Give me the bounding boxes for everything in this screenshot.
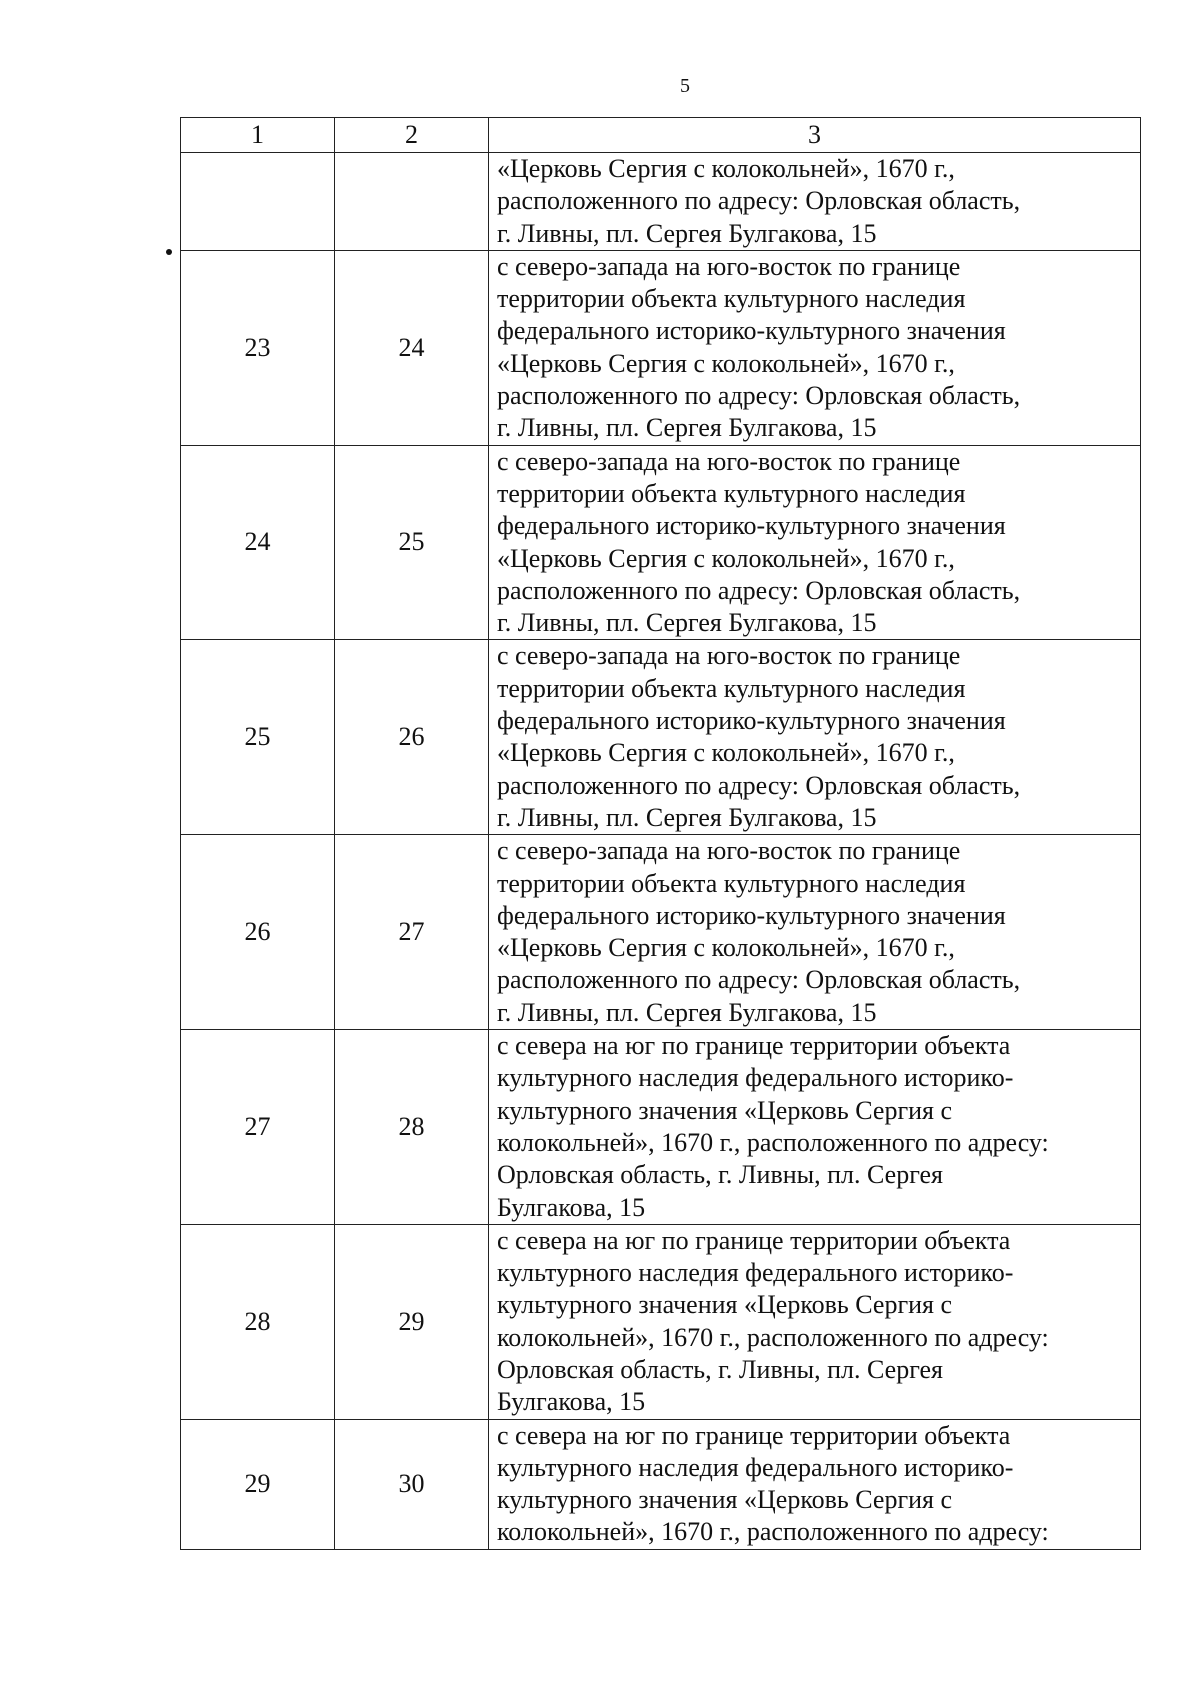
description-line: Орловская область, г. Ливны, пл. Сергея	[497, 1354, 944, 1384]
table-row	[181, 153, 1141, 251]
description-line: культурного значения «Церковь Сергия с	[497, 1095, 953, 1125]
header-cell-2: 2	[335, 118, 489, 153]
point-from-cell: 27	[181, 1030, 335, 1225]
point-to-cell: 27	[335, 835, 489, 1030]
description-line: культурного наследия федерального историко-	[497, 1258, 1014, 1288]
description-line: с северо-запада на юго-восток по границе	[497, 251, 961, 281]
description-cell	[489, 835, 1141, 1030]
point-to-cell: 30	[335, 1419, 489, 1549]
page-number: 5	[680, 75, 690, 97]
description-line: расположенного по адресу: Орловская область,	[497, 381, 1021, 411]
description-line: «Церковь Сергия с колокольней», 1670 г.,	[497, 543, 955, 573]
description-line: культурного наследия федерального историко-	[497, 1063, 1014, 1093]
margin-dot	[166, 249, 172, 255]
table-header-row	[181, 118, 1141, 153]
description-line: колокольней», 1670 г., расположенного по адресу:	[497, 1517, 1049, 1547]
point-to-cell: 28	[335, 1030, 489, 1225]
description-line: культурного наследия федерального историко-	[497, 1452, 1014, 1482]
point-from-cell: 26	[181, 835, 335, 1030]
description-line: расположенного по адресу: Орловская область,	[497, 770, 1021, 800]
description-line: «Церковь Сергия с колокольней», 1670 г.,	[497, 154, 955, 183]
table-row	[181, 250, 1141, 445]
description-line: Булгакова, 15	[497, 1192, 646, 1222]
description-line: Орловская область, г. Ливны, пл. Сергея	[497, 1160, 944, 1190]
point-to-cell: 29	[335, 1224, 489, 1419]
description-line: Булгакова, 15	[497, 1387, 646, 1417]
description-cell	[489, 1030, 1141, 1225]
description-line: г. Ливны, пл. Сергея Булгакова, 15	[497, 413, 877, 443]
point-to-cell: 24	[335, 250, 489, 445]
description-cell	[489, 640, 1141, 835]
description-cell	[489, 1224, 1141, 1419]
boundary-table	[180, 117, 1141, 1550]
point-from-cell	[181, 153, 335, 251]
description-line: «Церковь Сергия с колокольней», 1670 г.,	[497, 738, 955, 768]
table-body	[181, 118, 1141, 1550]
description-line: г. Ливны, пл. Сергея Булгакова, 15	[497, 218, 877, 248]
description-line: с севера на юг по границе территории объекта	[497, 1031, 1011, 1061]
description-line: федерального историко-культурного значения	[497, 316, 1006, 346]
description-line: культурного значения «Церковь Сергия с	[497, 1485, 953, 1515]
point-from-cell: 24	[181, 445, 335, 640]
description-line: «Церковь Сергия с колокольней», 1670 г.,	[497, 933, 955, 963]
description-cell	[489, 250, 1141, 445]
table-row	[181, 640, 1141, 835]
table-row	[181, 1224, 1141, 1419]
description-line: расположенного по адресу: Орловская область,	[497, 965, 1021, 995]
description-line: с севера на юг по границе территории объекта	[497, 1225, 1011, 1255]
description-line: федерального историко-культурного значения	[497, 900, 1006, 930]
description-line: колокольней», 1670 г., расположенного по адресу:	[497, 1322, 1049, 1352]
description-line: с северо-запада на юго-восток по границе	[497, 641, 961, 671]
description-line: расположенного по адресу: Орловская область,	[497, 186, 1021, 216]
point-from-cell: 28	[181, 1224, 335, 1419]
description-line: с севера на юг по границе территории объекта	[497, 1420, 1011, 1450]
point-from-cell: 23	[181, 250, 335, 445]
table-row	[181, 835, 1141, 1030]
table-row	[181, 1030, 1141, 1225]
description-line: с северо-запада на юго-восток по границе	[497, 446, 961, 476]
description-line: федерального историко-культурного значения	[497, 706, 1006, 736]
header-cell-1: 1	[181, 118, 335, 153]
description-line: колокольней», 1670 г., расположенного по адресу:	[497, 1127, 1049, 1157]
description-line: «Церковь Сергия с колокольней», 1670 г.,	[497, 348, 955, 378]
description-cell	[489, 1419, 1141, 1549]
point-from-cell: 29	[181, 1419, 335, 1549]
description-line: территории объекта культурного наследия	[497, 284, 966, 314]
description-line: г. Ливны, пл. Сергея Булгакова, 15	[497, 608, 877, 638]
description-line: г. Ливны, пл. Сергея Булгакова, 15	[497, 997, 877, 1027]
point-to-cell: 26	[335, 640, 489, 835]
description-line: с северо-запада на юго-восток по границе	[497, 836, 961, 866]
description-cell	[489, 445, 1141, 640]
point-to-cell: 25	[335, 445, 489, 640]
table-row	[181, 445, 1141, 640]
description-line: федерального историко-культурного значения	[497, 511, 1006, 541]
description-line: г. Ливны, пл. Сергея Булгакова, 15	[497, 802, 877, 832]
point-to-cell	[335, 153, 489, 251]
description-line: территории объекта культурного наследия	[497, 673, 966, 703]
table-row	[181, 1419, 1141, 1549]
description-line: расположенного по адресу: Орловская область,	[497, 575, 1021, 605]
description-line: территории объекта культурного наследия	[497, 478, 966, 508]
header-cell-3: 3	[489, 118, 1141, 153]
description-line: культурного значения «Церковь Сергия с	[497, 1290, 953, 1320]
point-from-cell: 25	[181, 640, 335, 835]
description-cell	[489, 153, 1141, 251]
description-line: территории объекта культурного наследия	[497, 868, 966, 898]
